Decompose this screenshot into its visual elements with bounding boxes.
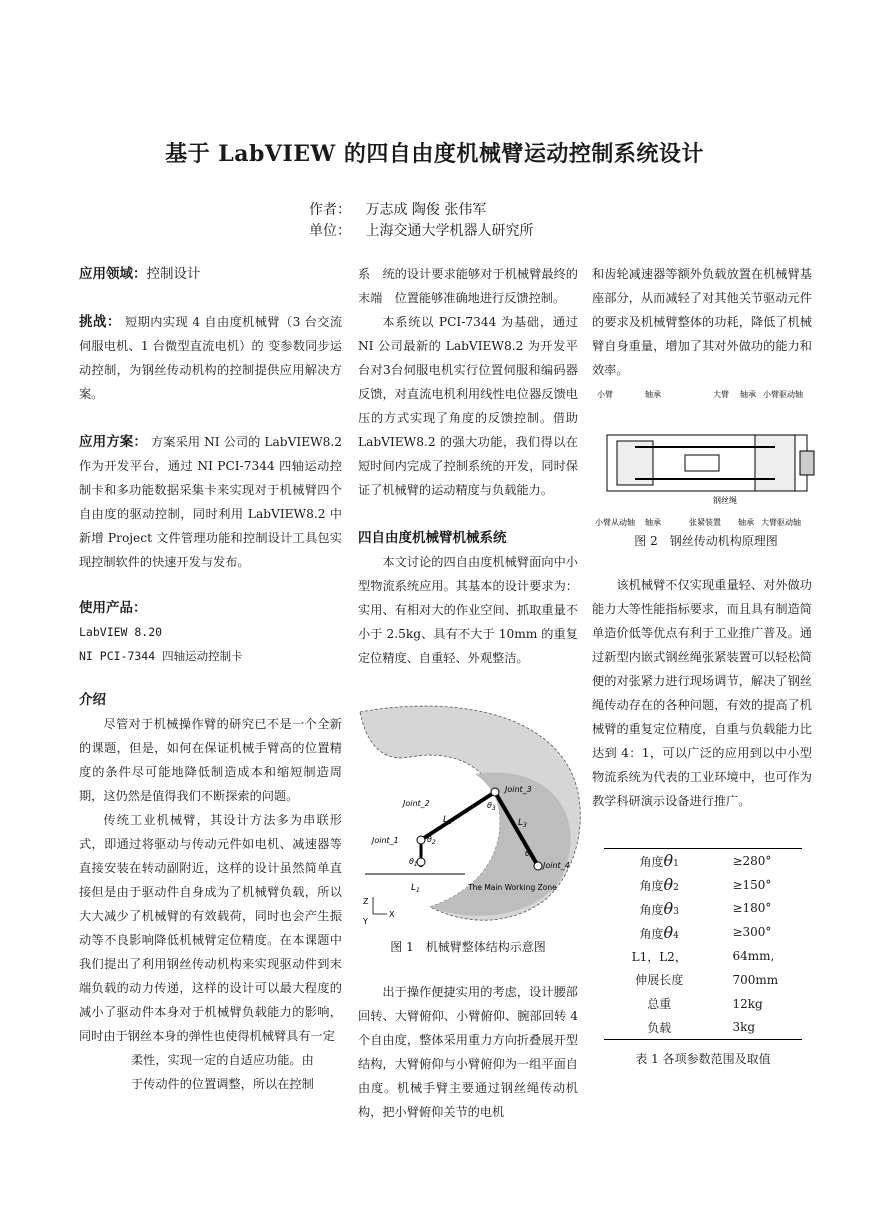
paper-title: 基于 LabVIEW 的四自由度机械臂运动控制系统设计 [165,141,704,167]
table-row [604,968,802,992]
param-value-cell: ≥180° [732,901,772,916]
parameter-table [604,848,802,1040]
joint-2-label: Joint_2 [403,799,430,808]
param-name: 角度 [639,902,664,917]
figure-1-caption: 图 1 机械臂整体结构示意图 [390,940,546,954]
solution-label: 应用方案： [79,434,148,450]
l2-label: $L_2$ [443,815,452,826]
l3-label: $L_3$ [518,818,527,829]
figure-2-cable-mechanism [595,385,817,530]
product-2: NI PCI-7344 四轴运动控制卡 [79,649,243,663]
field-line [79,262,342,286]
param-value-cell: ≥280° [732,853,772,868]
field-label: 应用领域： [79,266,147,282]
joint-1-marker [417,858,425,866]
param-name: 伸展长度 [635,973,684,988]
label-tensioner: 张紧装置 [689,518,721,527]
label-small-arm-drive-shaft: 小臂驱动轴 [763,390,803,399]
intro-heading: 介绍 [79,692,106,708]
intro-paragraph-2-tail-2: 于传动件的位置调整，所以在控制 [131,1077,314,1091]
param-name: 负载 [647,1020,672,1035]
working-zone-label: The Main Working Zone [468,883,557,892]
table-row [604,849,802,873]
motor-shaft [800,451,814,475]
table-row [604,873,802,897]
theta-1-label: $\theta_1$ [409,857,418,868]
param-symbol: θ [663,875,674,895]
param-symbol: θ [663,851,674,871]
axis-z-label: Z [363,897,369,906]
param-symbol: θ [663,898,674,918]
middle-paragraph-3: 本文讨论的四自由度机械臂面向中小型物流系统应用。其基本的设计要求为：实用、有相对大的作业空间、抓取重量不小于 2.5kg、具有不大于 10mm 的重复定位精度、自重轻、外观整洁。 [358,555,578,665]
label-bearing-1: 轴承 [645,390,661,399]
joint-4-marker [534,862,542,870]
challenge-paragraph [79,310,342,406]
axis-x-label: X [389,910,395,919]
section-heading: 四自由度机械臂机械系统 [358,530,507,546]
parameter-table-body [604,849,802,1039]
param-subscript: 1 [673,859,679,870]
table-row [604,944,802,968]
affiliation: 上海交通大学机器人研究所 [365,223,534,239]
figure-1-arm-diagram [355,702,585,934]
joint-1-label: Joint_1 [372,836,399,845]
drive-pulley [755,435,795,491]
param-name: 角度 [639,926,664,941]
param-name: 总重 [647,997,672,1012]
products-label: 使用产品： [79,600,147,616]
affiliation-line [309,220,533,242]
param-name-cell [604,897,714,921]
solution-text: 方案采用 NI 公司的 LabVIEW8.2 作为开发平台，通过 NI PCI-7344 四轴运动控制卡和多功能数据采集卡来实现对于机械臂四个自由度的驱动控制，同时利用 LabVIEW8.2 中新增 Project 文件管理功能和控制设计工具包实现控制软件的快速开发与发布。 [79,435,343,569]
right-paragraph-top: 和齿轮减速器等额外负载放置在机械臂基座部分，从而减轻了对其他关节驱动元件的要求及机械臂整体的功耗，降低了机械臂自身重量，增加了其对外做功的能力和效率。 [592,267,812,377]
label-bearing-4: 轴承 [738,518,754,527]
label-wire-rope: 钢丝绳 [713,496,737,505]
middle-paragraph-top: 系 统的设计要求能够对于机械臂最终的末端 位置能够准确地进行反馈控制。 [358,267,578,305]
label-driven-shaft: 小臂从动轴 [595,518,635,527]
label-xiaobi: 小臂 [597,390,613,399]
middle-paragraph-4: 出于操作便捷实用的考虑，设计腰部回转、大臂俯仰、小臂俯仰、腕部回转 4 个自由度，整体采用重力方向折叠展开型结构，大臂俯仰与小臂俯仰为一组平面自由度。机械手臂主要通过钢丝绳传动机构，把小臂俯仰关节的电机 [358,985,578,1119]
param-name: 角度 [639,879,664,894]
intro-paragraph-2: 传统工业机械臂，其设计方法多为串联形式，即通过将驱动与传动元件如电机、减速器等直接安装在转动副附近，这样的设计虽然简单直接但是由于驱动件自身成为了机械臂负载，所以大大减少了机械臂的有效载荷，同时也会产生振动等不良影响降低机械臂定位精度。在本课题中我们提出了利用钢丝传动机构来实现驱动件到末端负载的动力传递，这样的设计可以最大程度的减小了驱动件本身对于机械臂负载能力的影响，同时由于钢丝本身的弹性也使得机械臂具有一定 [79,813,342,1043]
param-symbol: θ [663,922,674,942]
solution-paragraph [79,430,342,574]
table-row [604,897,802,921]
param-value-cell: 700mm [732,972,779,987]
joint-3-marker [491,788,499,796]
right-column-top [592,262,812,382]
label-big-arm-drive-shaft: 大臂驱动轴 [761,518,801,527]
product-1: LabVIEW 8.20 [79,625,163,639]
theta-4-label: $\theta_4$ [525,849,534,860]
param-value-cell: 3kg [732,1020,756,1035]
middle-column-bottom [358,980,578,1124]
field-value: 控制设计 [146,266,201,282]
middle-column-top [358,262,578,670]
table-1-caption: 表 1 各项参数范围及取值 [635,1052,771,1066]
left-column [79,262,342,1096]
param-name-cell [604,968,714,992]
param-subscript: 3 [673,906,679,917]
param-name-cell [604,873,714,897]
right-column-bottom [592,573,812,813]
param-value-cell: 64mm, [732,949,775,964]
tensioner-block [685,455,719,471]
right-paragraph-2: 该机械臂不仅实现重量轻、对外做功能力大等性能指标要求，而且具有制造简单造价低等优点有利于工业推广普及。通过新型内嵌式钢丝绳张紧装置可以轻松简便的对张紧力进行现场调节，解决了钢丝绳传动存在的各种问题，有效的提高了机械臂的重复定位精度，自重与负载能力比达到 4：1，可以广泛的应用到以中小型物流系统为代表的工业环境中，也可作为教学科研演示设备进行推广。 [592,578,812,808]
param-subscript: 2 [673,883,679,894]
authors: 万志成 陶俊 张伟军 [365,202,487,218]
param-value-cell: 12kg [732,996,763,1011]
param-name-cell [604,992,714,1016]
param-name: L1，L2， [631,949,687,964]
param-name-cell [604,944,714,968]
axis-y-label: Y [363,917,368,926]
label-dabi: 大臂 [713,390,729,399]
joint-4-label: Joint_4 [543,861,570,870]
authors-line [309,199,486,221]
table-row [604,992,802,1016]
table-row [604,920,802,944]
param-subscript: 4 [673,930,679,941]
param-name-cell [604,1016,714,1040]
intro-paragraph-2-tail-1: 柔性，实现一定的自适应功能。由 [131,1053,314,1067]
theta-3-label: $\theta_3$ [487,801,496,812]
middle-paragraph-2: 本系统以 PCI-7344 为基础，通过 NI 公司最新的 LabVIEW8.2 为开发平台对3台伺服电机实行位置伺服和编码器反馈，对直流电机利用线性电位器反馈电压的方式实现了角度的反馈控制。借助 LabVIEW8.2 的强大功能，我们得以在短时间内完成了控制系统的开发，同时保证了机械臂的运动精度与负载能力。 [358,315,578,497]
theta-2-label: $\theta_2$ [427,835,436,846]
label-bearing-2: 轴承 [740,390,756,399]
table-row [604,1016,802,1040]
intro-paragraph-1: 尽管对于机械操作臂的研究已不是一个全新的课题，但是，如何在保证机械手臂高的位置精度的条件尽可能地降低制造成本和缩短制造周期，这仍然是值得我们不断探索的问题。 [79,717,342,803]
challenge-label: 挑战： [79,314,121,330]
challenge-text: 短期内实现 4 自由度机械臂（3 台交流伺服电机、1 台微型直流电机）的 变参数同步运动控制，为钢丝传动机构的控制提供应用解决方案。 [79,315,343,401]
param-name: 角度 [639,855,664,870]
param-name-cell [604,920,714,944]
joint-2-marker [417,836,425,844]
l1-label: $L_1$ [411,883,420,894]
joint-3-label: Joint_3 [505,785,532,794]
param-name-cell [604,849,714,873]
param-value-cell: ≥150° [732,877,772,892]
authors-label: 作者： [309,202,351,218]
label-bearing-3: 轴承 [645,518,661,527]
link-l2 [421,792,495,840]
param-value-cell: ≥300° [732,925,772,940]
affiliation-label: 单位： [309,223,351,239]
figure-2-caption: 图 2 钢丝传动机构原理图 [634,534,778,548]
